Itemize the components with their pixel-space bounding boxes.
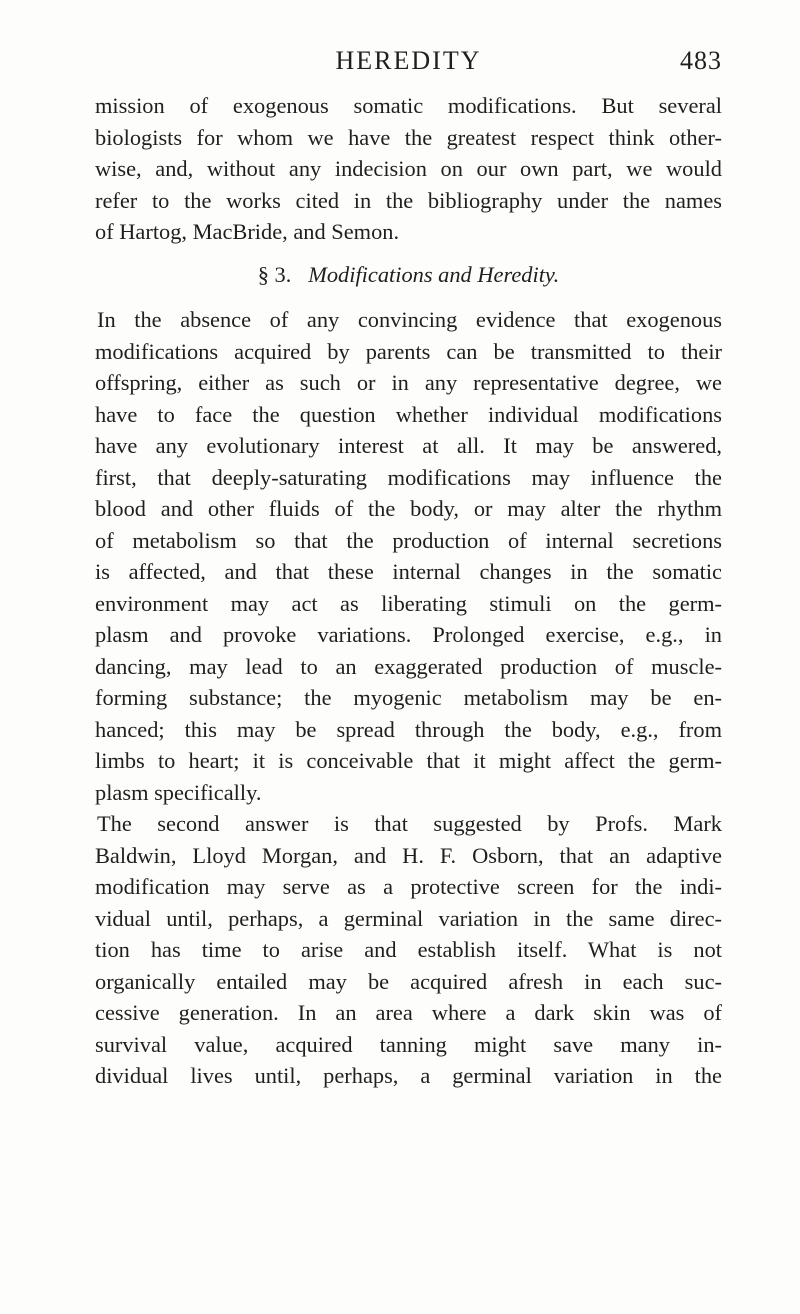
text-line: plasm and provoke variations. Prolonged exercise, e.g., in [95,622,722,647]
text-line: is affected, and that these internal changes in the somatic [95,559,722,584]
running-title: HEREDITY [335,46,482,75]
text-line: blood and other fluids of the body, or may alter the rhythm [95,496,722,521]
text-line: cessive generation. In an area where a dark skin was of [95,1000,722,1025]
text-line: biologists for whom we have the greatest respect think other- [95,124,722,150]
body-text [95,90,722,1092]
text-line: have any evolutionary interest at all. It may be answered, [95,433,722,458]
section-heading [95,259,722,291]
paragraph [95,304,722,808]
section-number: § 3. [257,261,292,287]
text-line: dividual lives until, perhaps, a germinal variation in the [95,1063,722,1088]
running-head [95,44,722,78]
text-line: dancing, may lead to an exaggerated production of muscle- [95,653,722,679]
text-line: plasm specifically. [95,779,262,805]
text-line: In the absence of any convincing evidence that exogenous [97,307,722,332]
text-line: first, that deeply-saturating modifications may influence the [95,464,722,490]
text-line: modifications acquired by parents can be transmitted to their [95,338,722,364]
page-number: 483 [680,46,722,75]
text-line: modification may serve as a protective screen for the indi- [95,874,722,899]
section-title: Modifications and Heredity. [308,261,560,287]
text-line: organically entailed may be acquired afresh in each suc- [95,968,722,994]
text-line: survival value, acquired tanning might save many in- [95,1031,722,1057]
text-line: The second answer is that suggested by Profs. Mark [97,811,722,836]
text-line: of metabolism so that the production of internal secretions [95,527,722,553]
text-line: have to face the question whether individual modifications [95,401,722,427]
text-line: Baldwin, Lloyd Morgan, and H. F. Osborn, that an adaptive [95,842,722,868]
text-line: vidual until, perhaps, a germinal variation in the same direc- [95,905,722,931]
text-line: limbs to heart; it is conceivable that it might affect the germ- [95,748,722,773]
text-line: hanced; this may be spread through the body, e.g., from [95,716,722,742]
text-line: refer to the works cited in the bibliography under the names [95,187,722,213]
text-line: mission of exogenous somatic modifications. But several [95,93,722,118]
text-line: tion has time to arise and establish itself. What is not [95,937,722,962]
text-line: wise, and, without any indecision on our own part, we would [95,156,722,181]
text-line: forming substance; the myogenic metabolism may be en- [95,685,722,710]
text-line: offspring, either as such or in any representative degree, we [95,370,722,395]
paragraph [95,808,722,1092]
continued-paragraph [95,90,722,248]
text-line: of Hartog, MacBride, and Semon. [95,219,400,244]
text-line: environment may act as liberating stimuli on the germ- [95,590,722,616]
